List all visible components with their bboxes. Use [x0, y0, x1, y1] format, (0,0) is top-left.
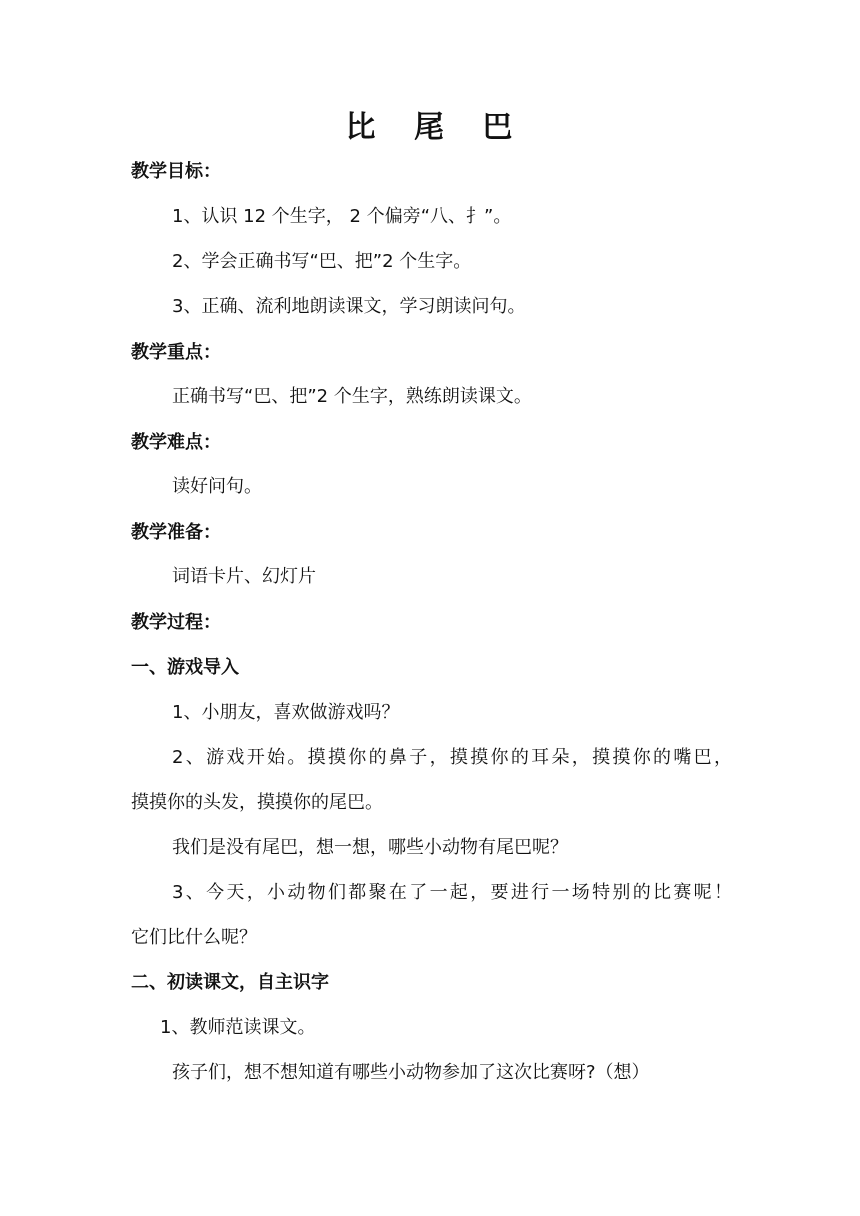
document-title: 比 尾 巴: [345, 110, 527, 145]
preparation-text: 词语卡片、幻灯片: [172, 566, 316, 587]
objective-item-3: 3、正确、流利地朗读课文，学习朗读问句。: [172, 296, 526, 317]
section1-paragraph-4-line-1: 3、今天，小动物们都聚在了一起，要进行一场特别的比赛呢！: [172, 882, 732, 903]
key-points-text: 正确书写“巴、把”2 个生字，熟练朗读课文。: [172, 386, 532, 407]
difficulties-text: 读好问句。: [172, 476, 262, 497]
section1-paragraph-3: 我们是没有尾巴，想一想，哪些小动物有尾巴呢？: [172, 837, 568, 858]
objective-item-1: 1、认识 12 个生字， 2 个偏旁“八、扌”。: [172, 206, 512, 227]
section1-paragraph-1: 1、小朋友，喜欢做游戏吗？: [172, 702, 400, 723]
objectives-heading: 教学目标：: [131, 161, 221, 182]
process-heading: 教学过程：: [131, 612, 221, 633]
section1-paragraph-2-line-1: 2、游戏开始。摸摸你的鼻子，摸摸你的耳朵，摸摸你的嘴巴，: [172, 747, 732, 768]
section1-paragraph-2-line-2: 摸摸你的头发，摸摸你的尾巴。: [131, 792, 383, 813]
section2-paragraph-1: 1、教师范读课文。: [160, 1017, 316, 1038]
section1-heading: 一、游戏导入: [131, 657, 239, 678]
objective-item-2: 2、学会正确书写“巴、把”2 个生字。: [172, 251, 472, 272]
section2-paragraph-2: 孩子们，想不想知道有哪些小动物参加了这次比赛呀?（想）: [172, 1062, 650, 1083]
key-points-heading: 教学重点：: [131, 342, 221, 363]
section1-paragraph-4-line-2: 它们比什么呢？: [131, 927, 257, 948]
difficulties-heading: 教学难点：: [131, 432, 221, 453]
section2-heading: 二、初读课文，自主识字: [131, 972, 329, 993]
preparation-heading: 教学准备：: [131, 522, 221, 543]
